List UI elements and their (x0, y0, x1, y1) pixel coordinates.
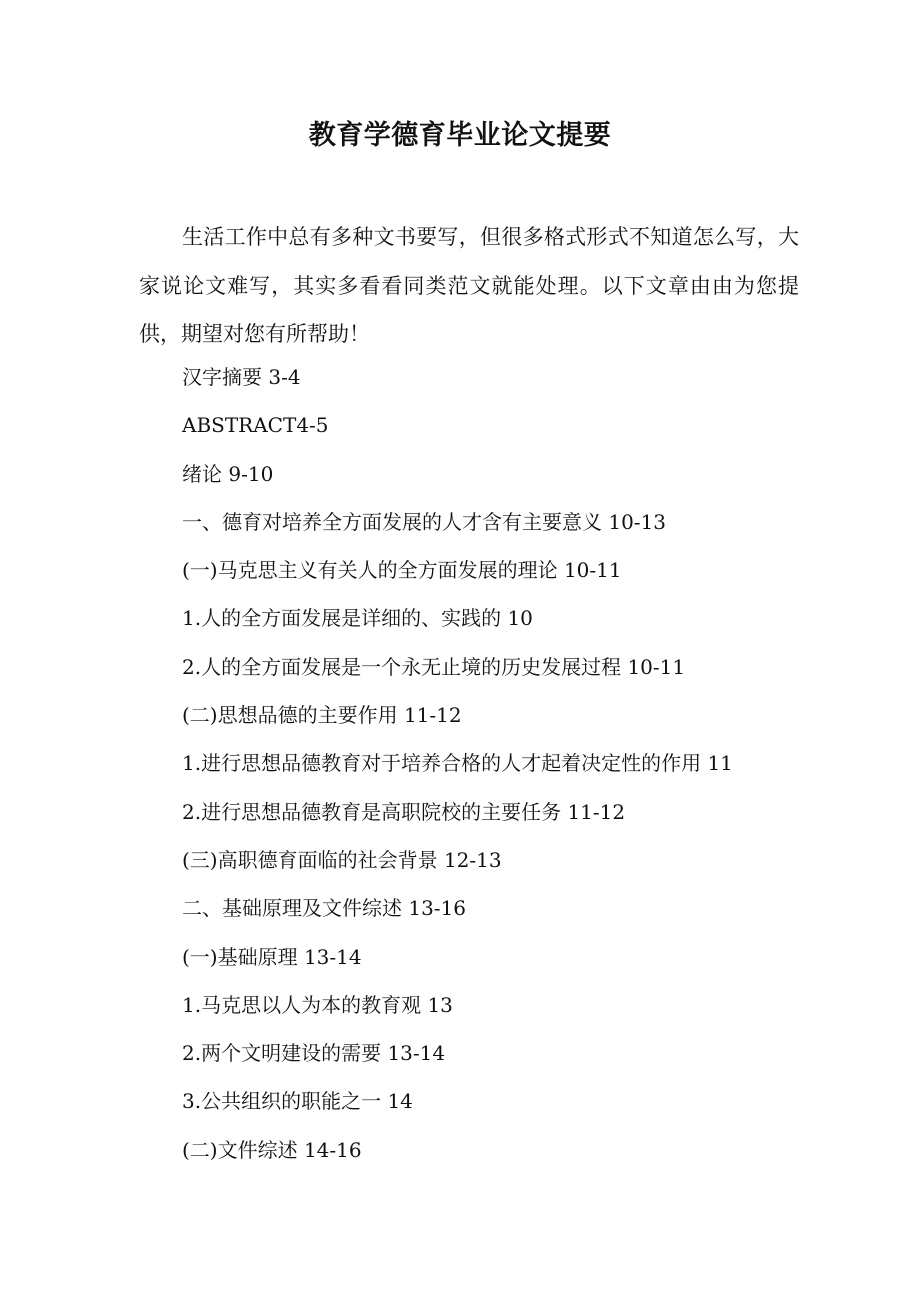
toc-item: 2.人的全方面发展是一个永无止境的历史发展过程 10-11 (182, 654, 686, 679)
toc-item: 二、基础原理及文件综述 13-16 (182, 896, 467, 921)
toc-item: 2.两个文明建设的需要 13-14 (182, 1041, 446, 1066)
toc-item: 绪论 9-10 (182, 461, 274, 486)
toc-item: ABSTRACT4-5 (182, 413, 329, 438)
toc-item: (一)基础原理 13-14 (182, 944, 362, 969)
toc-item: 3.公共组织的职能之一 14 (182, 1089, 413, 1114)
toc-item: 1.进行思想品德教育对于培养合格的人才起着决定性的作用 11 (182, 751, 733, 776)
toc-item: (一)马克思主义有关人的全方面发展的理论 10-11 (182, 558, 622, 583)
toc-item: 汉字摘要 3-4 (182, 365, 301, 389)
toc-item: (三)高职德育面临的社会背景 12-13 (182, 847, 502, 872)
intro-paragraph: 生活工作中总有多种文书要写，但很多格式形式不知道怎么写，大家说论文难写，其实多看看同类范文就能处理。以下文章由由为您提供，期望对您有所帮助！ (139, 225, 799, 346)
toc-item: (二)文件综述 14-16 (182, 1137, 362, 1162)
toc-item: (二)思想品德的主要作用 11-12 (182, 703, 462, 728)
toc-item: 一、德育对培养全方面发展的人才含有主要意义 10-13 (182, 509, 667, 534)
toc-item: 1.马克思以人为本的教育观 13 (182, 992, 453, 1017)
document-title: 教育学德育毕业论文提要 (308, 120, 612, 151)
toc-item: 1.人的全方面发展是详细的、实践的 10 (182, 606, 533, 631)
table-of-contents (182, 353, 842, 1174)
toc-item: 2.进行思想品德教育是高职院校的主要任务 11-12 (182, 799, 626, 824)
